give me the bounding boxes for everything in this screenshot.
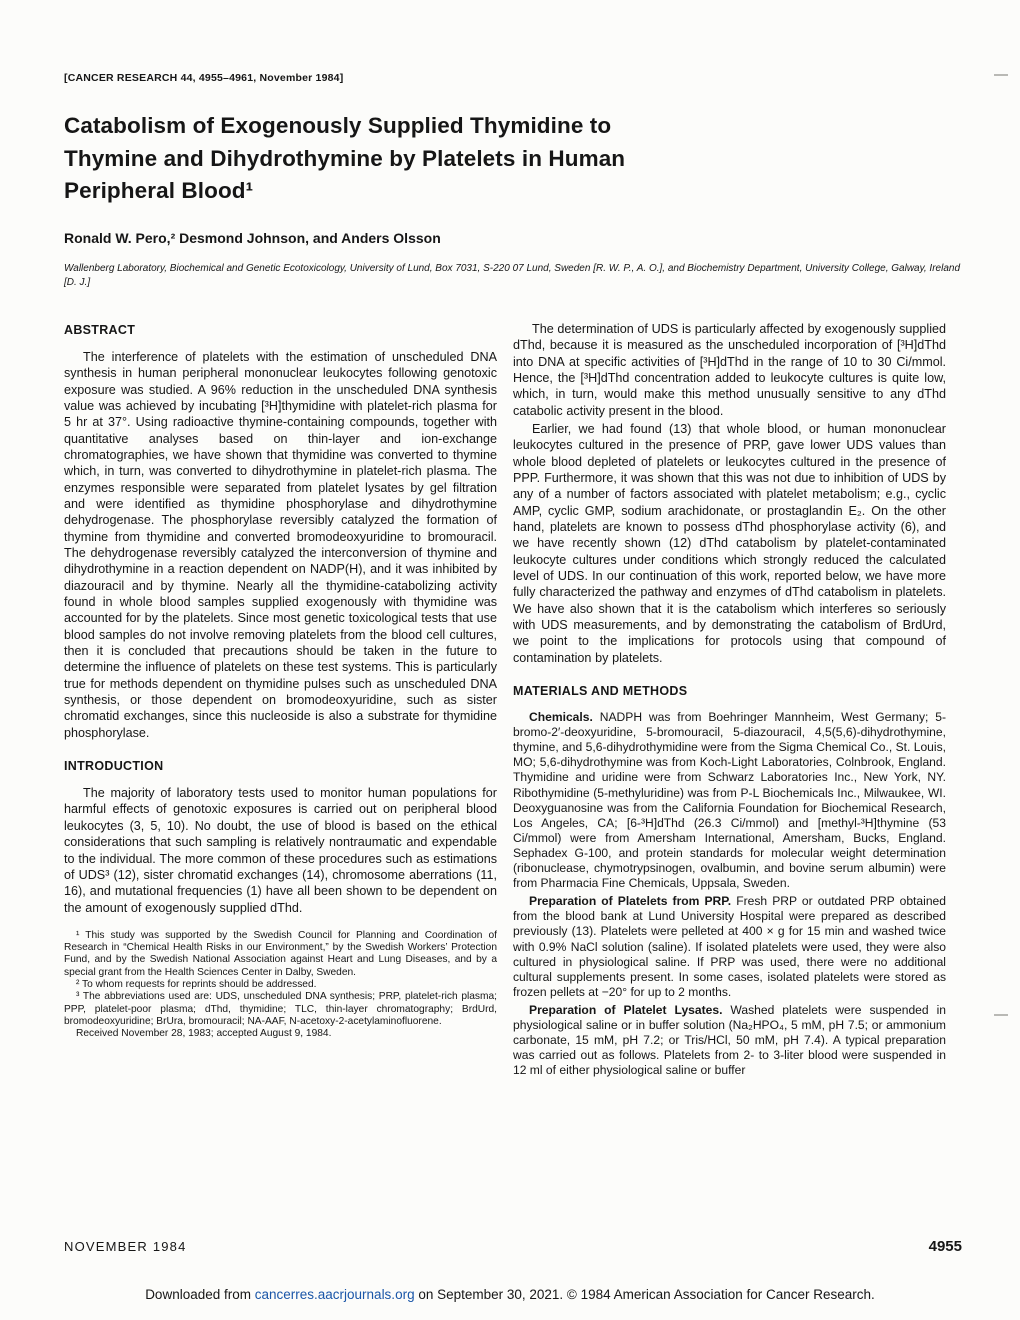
scan-artifact-top [994,74,1008,76]
introduction-paragraph: The majority of laboratory tests used to monitor human populations for harmful effects of genotoxic exposures is carried out on peripheral blood leukocytes (3, 5, 10). No doubt, the use of blood is based on the ethical considerations that such sampling is relatively nontraumatic and expendable to the individual. The more common of these procedures such as estimations of UDS³ (12), sister chromatid exchanges (14), chromosome aberrations (11, 16), and mutational frequencies (1) have all been shown to be dependent on the amount of exogenously supplied dThd. [64,786,497,915]
author-line: Ronald W. Pero,² Desmond Johnson, and Anders Olsson [64,229,441,246]
page-number: 4955 [928,1238,962,1255]
right-column [513,321,946,1081]
preparation-platelets-paragraph [513,894,946,1000]
paper-title: Catabolism of Exogenously Supplied Thymidine to Thymine and Dihydrothymine by Platelets in Human Peripheral Blood¹ [64,113,626,204]
chemicals-text: NADPH was from Boehringer Mannheim, West Germany; 5-bromo-2′-deoxyuridine, 5-bromouracil, 5-diazouracil, 4,5(5,6)-dihydrothymine, thymine, and 5,6-dihydrothymidine were from the Sigma Chemical Co., St. Louis, MO; 5,6-dihydrothymine was from Koch-Light Laboratories, Colnbrook, England. Thymidine and uridine were from Schwarz Laboratories Inc., New York, NY. Ribothymidine (5-methyluridine) was from P-L Biochemicals Inc., Milwaukee, WI. Deoxyguanosine was from the California Foundation for Biochemical Research, Los Angeles, CA; [6-³H]dThd (26.3 Ci/mmol) and [methyl-³H]thymine (53 Ci/mmol) were from Amersham International, Amersham, Bucks, England. Sephadex G-100, and protein standards for molecular weight determination (ribonuclease, chymotrypsinogen, ovalbumin, and bovine serum albumin) were from Pharmacia Fine Chemicals, Uppsala, Sweden. [513,710,946,891]
preparation-lysates-text: Washed platelets were suspended in physiological saline or in buffer solution (Na₂HPO₄, 5 mM, pH 7.5; or ammonium carbonate, 15 mM, pH 7.2; or Tris/HCl, 50 mM, pH 7.4). A typical preparation was carried out as follows. Platelets from 2- to 3-liter blood were suspended in 12 ml of either physiological saline or buffer [513,1002,946,1078]
intro-continuation-paragraph-2: Earlier, we had found (13) that whole blood, or human mononuclear leukocytes cultured in the presence of PRP, gave lower UDS values than whole blood depleted of platelets or leukocytes cultured in the presence of PPP. Furthermore, it was shown that this was not due to inhibition of UDS by any of a number of factors associated with platelet metabolism; e.g., cyclic AMP, cyclic GMP, sodium arachidonate, or prostaglandin E₂. On the other hand, platelets are known to possess dThd phosphorylase activity (6), and we have recently shown (12) dThd catabolism by platelet-contaminated leukocyte cultures under conditions which strongly reduced the calculated level of UDS. In our continuation of this work, reported below, we have more fully characterized the pathway and enzymes of dThd catabolism in platelets. We have also shown that it is the catabolism which interferes so seriously with UDS measurements, and by demonstrating the catabolism of BrdUrd, we point to the implications for protocols using that compound of contamination by platelets. [513,421,946,665]
page-footer [64,1238,962,1255]
materials-methods-heading: MATERIALS AND METHODS [513,684,688,699]
chemicals-paragraph [513,710,946,891]
preparation-lysates-lead-in: Preparation of Platelet Lysates. [529,1002,723,1017]
download-banner-text [145,1286,875,1304]
intro-continuation-paragraph-1: The determination of UDS is particularly affected by exogenously supplied dThd, because it is measured as the unscheduled incorporation of [³H]dThd into DNA at specific activities of [³H]dThd in the range of 10 to 30 Ci/mmol. Hence, the [³H]dThd concentration added to leukocyte cultures is quite low, which, in turn, would make this method unusually sensitive to any dThd catabolic activity present in the blood. [513,321,946,418]
footnotes-block [64,930,497,1041]
abstract-heading: ABSTRACT [64,322,136,337]
affiliation-line: Wallenberg Laboratory, Biochemical and Genetic Ecotoxicology, University of Lund, Box 7031, S-220 07 Lund, Sweden [R. W. P., A. O.], and Biochemistry Department, University College, Galway, Ireland [D. J.] [64,262,961,289]
chemicals-lead-in: Chemicals. [529,710,593,725]
download-suffix: on September 30, 2021. © 1984 American Association for Cancer Research. [414,1287,875,1302]
scan-artifact-bottom [994,1014,1008,1016]
introduction-heading: INTRODUCTION [64,759,164,774]
footnote-1: ¹ This study was supported by the Swedish Council for Planning and Coordination of Research in “Chemical Health Risks in our Environment,” by the Swedish Workers’ Protection Fund, and by the Swedish National Association against Heart and Lung Diseases, and by a special grant from the Health Sciences Center in Dalby, Sweden. [64,929,497,978]
abstract-paragraph: The interference of platelets with the estimation of unscheduled DNA synthesis in human peripheral mononuclear leukocytes following genotoxic exposure was studied. A 96% reduction in the unscheduled DNA synthesis value was achieved by incubating [³H]thymidine with platelet-rich plasma for 5 hr at 37°. Using radioactive thymine-containing compounds, together with quantitative analyses based on thin-layer and ion-exchange chromatographies, we have shown that thymidine was converted to thymine which, in turn, was converted to dihydrothymine in platelet-rich plasma. The enzymes responsible were separated from platelet lysates by gel filtration and were identified as thymidine phosphorylase and dihydrothymine dehydrogenase. The phosphorylase reversibly catalyzed the formation of thymine from thymidine and converted bromodeoxyuridine to bromouracil. The dehydrogenase reversibly catalyzed the interconversion of thymine and dihydrothymine in a reaction dependent on NADP(H), and it was inhibited by diazouracil and by thymine. Nearly all the thymidine-catabolizing activity found in whole blood samples supplied exogenously with thymidine was accounted for by the platelets. Since most genetic toxicological tests that use blood samples do not involve removing platelets from the blood cell cultures, then it is concluded that precautions should be taken in the future to determine the influence of platelets on these test systems. This is particularly true for methods dependent on thymidine pulses such as unscheduled DNA synthesis, or those dependent on bromodeoxyuridine, such as sister chromatid exchanges, since this nucleoside is also a substrate for thymidine phosphorylase. [64,349,497,740]
preparation-platelets-lead-in: Preparation of Platelets from PRP. [529,894,732,909]
preparation-platelets-text: Fresh PRP or outdated PRP obtained from the blood bank at Lund University Hospital were prepared as described previously (13). Platelets were pelleted at 400 × g for 15 min and washed twice with 0.9% NaCl solution (saline). If isolated platelets were used, they were also cultured in physiological saline. If PRP was used, there were no additional cultural supplements present. In some cases, isolated platelets were stored as frozen pellets at −20° for up to 2 months. [513,894,946,999]
footnote-received: Received November 28, 1983; accepted August 9, 1984. [76,1028,332,1040]
footnote-2: ² To whom requests for reprints should be addressed. [76,979,317,991]
journal-citation: [CANCER RESEARCH 44, 4955–4961, November 1984] [64,72,344,84]
download-prefix: Downloaded from [145,1287,255,1302]
footnote-3: ³ The abbreviations used are: UDS, unscheduled DNA synthesis; PRP, platelet-rich plasma; PPP, platelet-poor plasma; dThd, thymidine; TLC, thin-layer chromatography; BrdUrd, bromodeoxyuridine; BrUra, bromouracil; NA-AAF, N-acetoxy-2-acetylaminofluorene. [64,991,497,1027]
left-column [64,321,497,1081]
download-banner [0,1286,1020,1304]
two-column-body [64,321,962,1081]
preparation-lysates-paragraph [513,1003,946,1078]
issue-label: NOVEMBER 1984 [64,1239,187,1254]
journal-site-link[interactable]: cancerres.aacrjournals.org [254,1287,415,1302]
